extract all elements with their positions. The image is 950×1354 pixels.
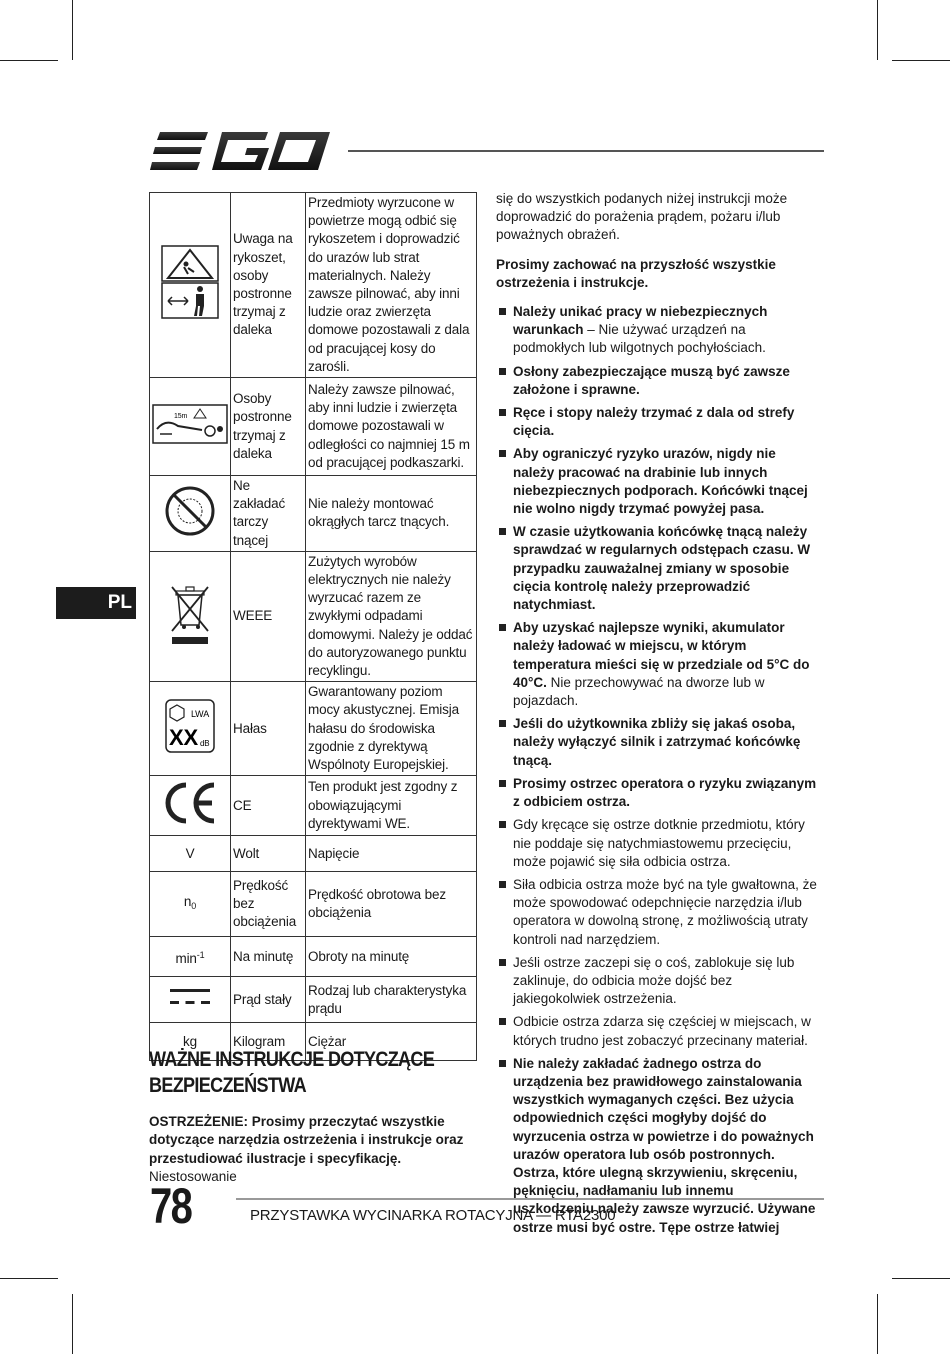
list-item: Siła odbicia ostrza może być na tyle gwałtowna, że może spowodować odepchnięcie narzędzia i/lub operatora w dowolną stronę, z możliwością utraty kontroli nad narzędziem. (496, 876, 818, 949)
table-row (150, 476, 477, 552)
weee-bin-icon (150, 551, 231, 681)
warning-text: Prosimy przeczytać wszystkie dotyczące narzędzia ostrzeżenia i instrukcje oraz przestudiować ilustracje i specyfikację. (149, 1114, 464, 1166)
no-circular-blade-icon (150, 476, 231, 552)
ricochet-bystander-warning-icon (150, 193, 231, 378)
symbol-name: WEEE (231, 551, 306, 681)
svg-text:dB: dB (200, 739, 210, 749)
crop-mark (877, 0, 878, 60)
symbol-description: Przedmioty wyrzucone w powietrze mogą odbić się rykoszetem i doprowadzić do urazów lub strat materialnych. Należy zawsze pilnować, aby inni ludzie oraz zwierzęta domowe pozostawali z dala od pracującej kosy do zarośli. (306, 193, 477, 378)
direct-current-icon (150, 977, 231, 1023)
section-heading: WAŻNE INSTRUKCJE DOTYCZĄCE BEZPIECZEŃSTWA (149, 1048, 435, 1097)
symbol-name: Prędkość bez obciążenia (231, 872, 306, 937)
list-item: Gdy kręcące się ostrze dotknie przedmiotu, który nie poddaje się natychmiastowemu przecięciu, może pojawić się siła odbicia ostrza. (496, 816, 818, 871)
table-row (150, 378, 477, 476)
symbol-name: Prąd stały (231, 977, 306, 1023)
warning-paragraph (149, 1113, 479, 1186)
footer-rule (236, 1198, 824, 1200)
list-item: Jeśli do użytkownika zbliży się jakaś osoba, należy wyłączyć silnik i zatrzymać końcówkę tnącą. (496, 715, 818, 770)
warning-continued: Niestosowanie (149, 1168, 237, 1184)
symbol-description: Nie należy montować okrągłych tarcz tnących. (306, 476, 477, 552)
symbol-description: Gwarantowany poziom mocy akustycznej. Emisja hałasu do środowiska zgodnie z dyrektywą Wspólnoty Europejskiej. (306, 682, 477, 776)
list-item: Nie należy zakładać żadnego ostrza do urządzenia bez prawidłowego zainstalowania wszystkich wymaganych części. Bez użycia odpowiednich części mogłyby dojść do wyrzucenia ostrza w powietrze i do poważnych urazów operatora lub osób postronnych. Ostrza, które ulegną skrzywieniu, skręceniu, pęknięciu, nadłamaniu lub innemu uszkodzeniu należy zawsze wyrzucić. Używane ostrze musi być ostre. Tępe ostrze łatwiej (496, 1055, 818, 1237)
list-item: Osłony zabezpieczające muszą być zawsze założone i sprawne. (496, 363, 818, 399)
list-item: Prosimy ostrzec operatora o ryzyku związanym z odbiciem ostrza. (496, 775, 818, 811)
symbol-description: Rodzaj lub charakterystyka prądu (306, 977, 477, 1023)
noise-level-icon (150, 682, 231, 776)
symbol-cell: $n_0$ (150, 872, 231, 937)
symbol-cell: V (150, 836, 231, 872)
language-tab: PL (56, 587, 136, 619)
right-column (496, 190, 818, 1242)
table-row (150, 937, 477, 977)
footer-title: PRZYSTAWKA WYCINARKA ROTACYJNA — RTA2300 (250, 1207, 616, 1224)
symbol-name: Hałas (231, 682, 306, 776)
symbol-name: Osoby postronne trzymaj z daleka (231, 378, 306, 476)
table-row (150, 836, 477, 872)
ce-mark-icon (150, 776, 231, 836)
warning-label: OSTRZEŻENIE: (149, 1114, 249, 1129)
table-row (150, 872, 477, 937)
crop-mark (892, 1278, 950, 1279)
symbol-description: Ciężar (306, 1023, 477, 1061)
crop-mark (892, 60, 950, 61)
list-item: Jeśli ostrze zaczepi się o coś, zablokuje się lub zaklinuje, do odbicia może dojść bez jakiegokolwiek ostrzeżenia. (496, 954, 818, 1009)
symbol-cell: kg (150, 1023, 231, 1061)
crop-mark (72, 0, 73, 60)
symbol-name: Na minutę (231, 937, 306, 977)
symbol-name: CE (231, 776, 306, 836)
symbol-name: Uwaga na rykoszet, osoby postronne trzymaj z daleka (231, 193, 306, 378)
crop-mark (0, 60, 58, 61)
symbol-name: Kilogram (231, 1023, 306, 1061)
symbol-name: Ne zakładać tarczy tnącej (231, 476, 306, 552)
svg-text:15m: 15m (174, 412, 188, 420)
symbol-description: Prędkość obrotowa bez obciążenia (306, 872, 477, 937)
list-item: Aby uzyskać najlepsze wyniki, akumulator należy ładować w miejscu, w którym temperatura mieści się w przedziale od 5°C do 40°C. Nie przechowywać na dworze lub w pojazdach. (496, 619, 818, 710)
symbol-description: Ten produkt jest zgodny z obowiązującymi dyrektywami WE. (306, 776, 477, 836)
list-item: Aby ograniczyć ryzyko urazów, nigdy nie należy pracować na drabinie lub innych niebezpiecznych podporach. Końcówki tnącej nie wolno nigdy trzymać powyżej pasa. (496, 445, 818, 518)
keep-instructions: Prosimy zachować na przyszłość wszystkie ostrzeżenia i instrukcje. (496, 256, 776, 290)
symbol-description: Obroty na minutę (306, 937, 477, 977)
list-item: W czasie użytkowania końcówkę tnącą należy sprawdzać w regularnych odstępach czasu. W przypadku zauważalnej zmiany w sposobie cięcia kontrolę należy przeprowadzić natychmiast. (496, 523, 818, 614)
page-number: 78 (150, 1178, 192, 1234)
header-rule (348, 150, 824, 152)
list-item: Odbicie ostrza zdarza się częściej w miejscach, w których trudno jest zobaczyć przecinany materiał. (496, 1013, 818, 1049)
table-row (150, 193, 477, 378)
table-row (150, 551, 477, 681)
list-item: Należy unikać pracy w niebezpiecznych warunkach – Nie używać urządzeń na podmokłych lub wilgotnych pochyłościach. (496, 303, 818, 358)
15m-distance-icon (150, 378, 231, 476)
ego-logo (150, 130, 332, 172)
table-row (150, 682, 477, 776)
list-item: Ręce i stopy należy trzymać z dala od strefy cięcia. (496, 404, 818, 440)
symbols-table (149, 192, 477, 1061)
crop-mark (0, 1278, 58, 1279)
intro-paragraph: się do wszystkich podanych niżej instrukcji może doprowadzić do porażenia prądem, pożaru i/lub poważnych obrażeń. (496, 191, 788, 243)
svg-text:LWA: LWA (191, 709, 210, 720)
svg-text:XX: XX (169, 725, 199, 751)
crop-mark (72, 1294, 73, 1354)
symbol-cell: $\min^{-1}$ (150, 937, 231, 977)
symbol-description: Zużytych wyrobów elektrycznych nie należy wyrzucać razem ze zwykłymi odpadami domowymi. Należy je oddać do autoryzowanego punktu recyklingu. (306, 551, 477, 681)
crop-mark (877, 1294, 878, 1354)
symbol-description: Należy zawsze pilnować, aby inni ludzie i zwierzęta domowe pozostawali w odległości co najmniej 15 m od pracującej podkaszarki. (306, 378, 477, 476)
table-row (150, 776, 477, 836)
table-row (150, 977, 477, 1023)
safety-list (496, 303, 818, 1237)
symbol-name: Wolt (231, 836, 306, 872)
symbol-description: Napięcie (306, 836, 477, 872)
